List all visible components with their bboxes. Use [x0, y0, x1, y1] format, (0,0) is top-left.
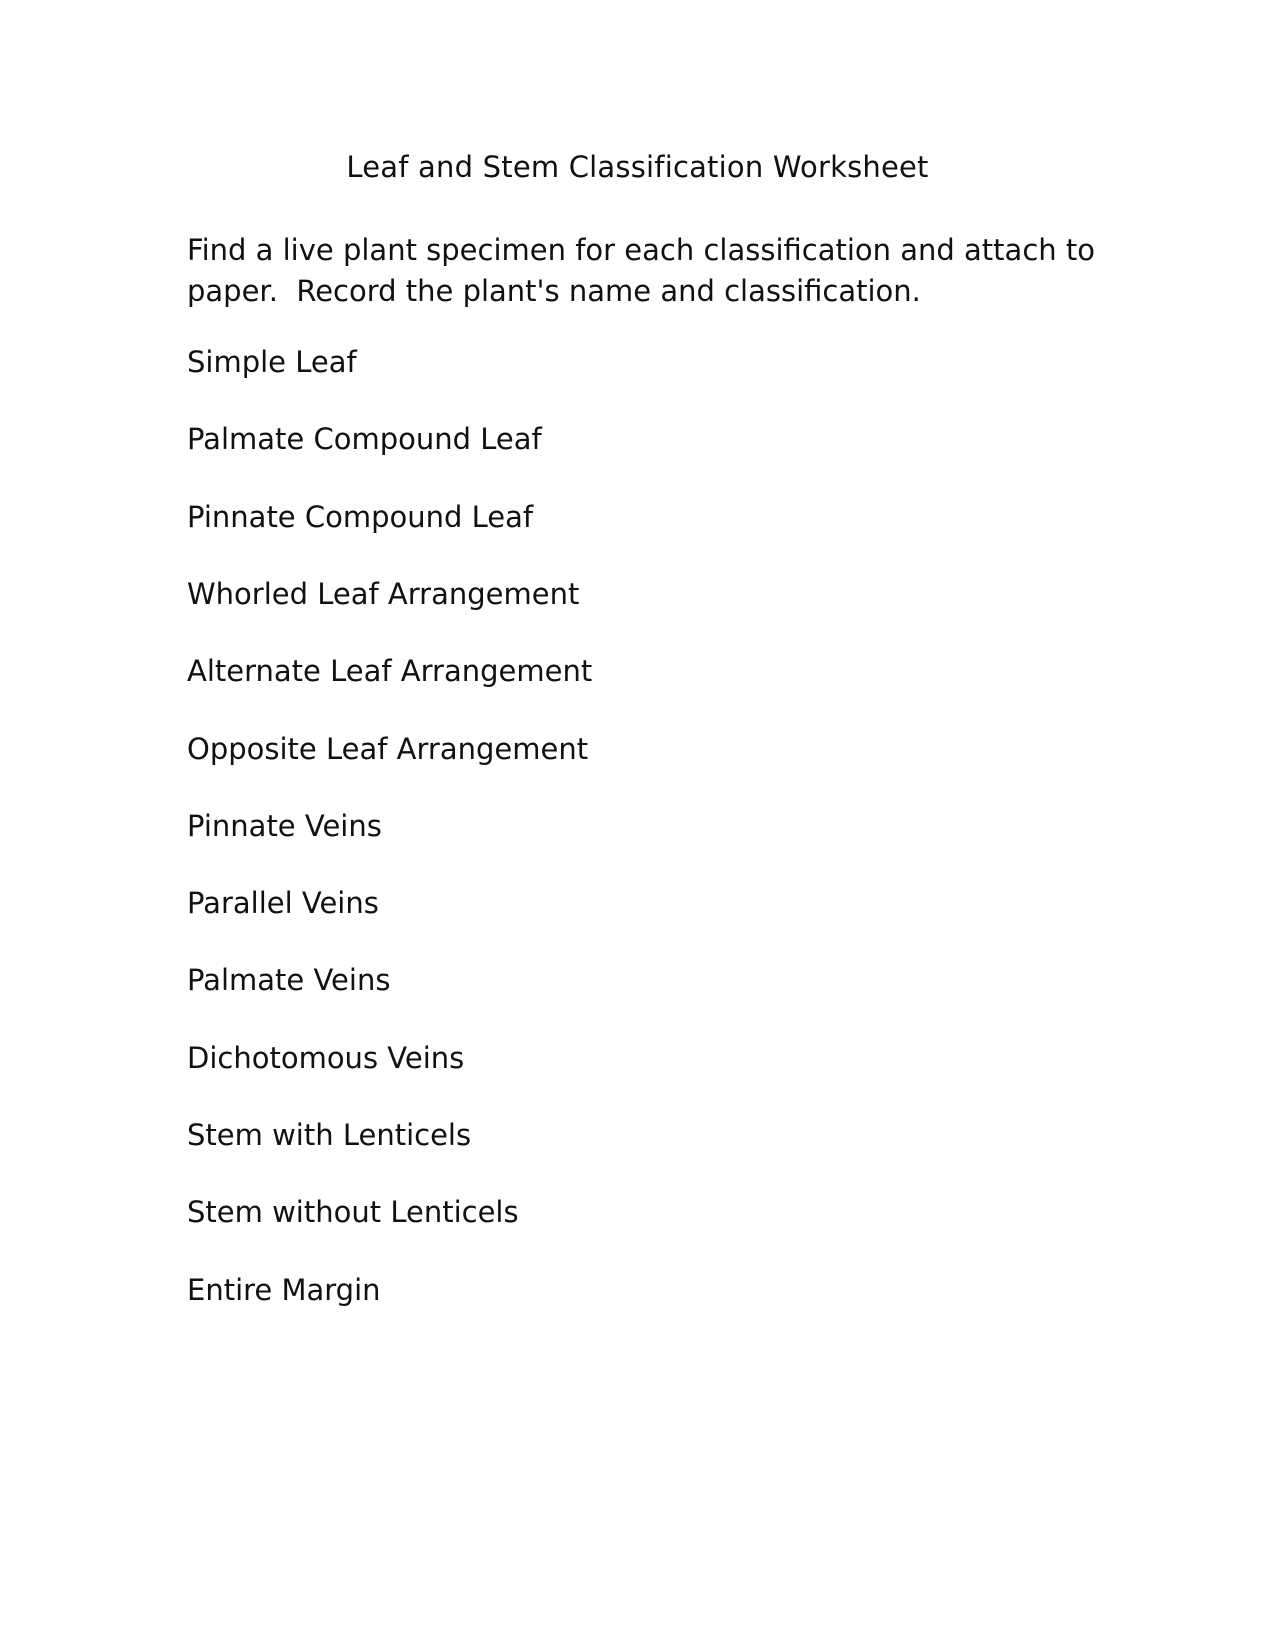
list-item: Palmate Compound Leaf [187, 422, 542, 456]
list-item: Stem with Lenticels [187, 1118, 472, 1152]
list-item: Pinnate Veins [187, 809, 382, 843]
list-item: Alternate Leaf Arrangement [187, 654, 593, 688]
instructions [187, 230, 1095, 312]
list-item: Entire Margin [187, 1273, 381, 1307]
list-item: Pinnate Compound Leaf [187, 500, 534, 534]
list-item: Simple Leaf [187, 345, 357, 379]
instructions-line-2: paper. Record the plant's name and classification. [187, 274, 921, 308]
list-item: Parallel Veins [187, 886, 379, 920]
instructions-line-1: Find a live plant specimen for each classification and attach to [187, 233, 1095, 267]
list-item: Opposite Leaf Arrangement [187, 732, 589, 766]
list-item: Dichotomous Veins [187, 1041, 465, 1075]
list-item: Stem without Lenticels [187, 1195, 519, 1229]
list-item: Palmate Veins [187, 963, 391, 997]
list-item: Whorled Leaf Arrangement [187, 577, 580, 611]
page-title: Leaf and Stem Classification Worksheet [346, 150, 929, 184]
